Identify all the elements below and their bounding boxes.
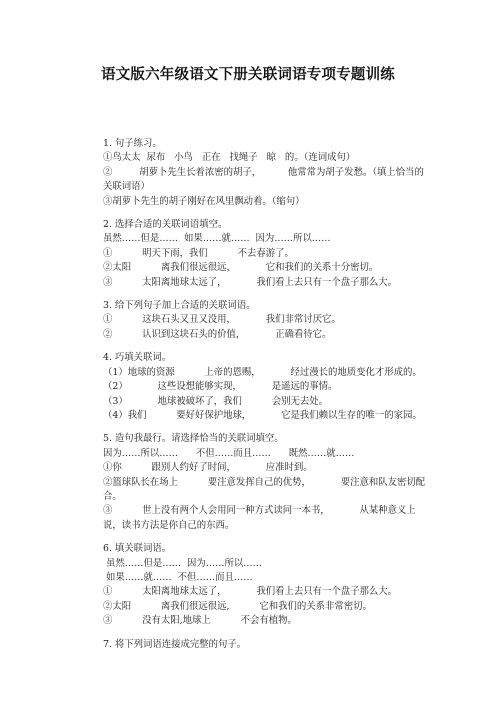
exercise-heading: 1. 句子练习。 [103,138,162,149]
exercise-7 [103,638,433,652]
exercise-heading: 6. 填关联词语。 [103,543,172,555]
exercise-4 [103,351,433,423]
exercise-line: （3） 地球被破坏了，我们 会别无去处。 [103,395,328,407]
exercise-line: ①你 跟别人约好了时间， 应准时到。 [103,462,313,474]
exercise-line: ② 认识到这块石头的价值， 正确看待它。 [103,328,332,340]
exercise-line: 虽然……但是…… 因为……所以…… [103,557,262,569]
exercise-heading: 3. 给下列句子加上合适的关联词语。 [103,300,256,312]
exercise-line: ① 这块石头又丑又没用， 我们非常讨厌它。 [103,314,341,326]
exercise-line: （4）我们 要好好保护地球， 它是我们赖以生存的唯一的家园。 [103,409,422,421]
exercise-line: ②太阳 离我们很远很远， 它和我们的关系十分密切。 [103,262,379,274]
exercise-line: ① 明天下雨，我们 不去春游了。 [103,247,294,259]
exercise-heading: 2. 选择合适的关联词语填空。 [103,219,228,231]
exercise-line: 因为……所以…… 不但……而且…… 既然……就…… [103,447,355,459]
exercise-heading: 4. 巧填关联词。 [103,352,172,364]
exercise-5 [103,432,433,533]
exercise-line: ②太阳 离我们很远很远, 它和我们的关系非常密切。 [103,600,372,612]
exercise-3 [103,299,433,342]
exercise-2 [103,218,433,290]
exercise-1 [103,137,433,209]
document-title: 语文版六年级语文下册关联词语专项专题训练 [101,67,395,83]
exercise-line: 如果……就…… 不但……而且…… [103,571,253,583]
exercise-line: ②篮球队长在场上 要注意发挥自己的优势， 要注意和队友密切配合。 [103,476,426,502]
exercise-heading: 5. 造句我最行。请选择恰当的关联词填空。 [103,433,284,445]
exercise-line: （1）地球的资源 上帝的恩赐， 经过漫长的地质变化才形成的。 [103,366,422,378]
exercise-line: ② 胡萝卜先生长着浓密的胡子， 他常常为胡子发愁。（填上恰当的关联词语） [103,166,424,193]
exercise-line: ③胡萝卜先生的胡子刚好在风里飘动着。（缩句） [103,195,305,207]
exercise-line: ③ 太阳离地球太远了， 我们看上去只有一个盘子那么大。 [103,276,397,288]
exercise-line: ③ 没有太阳,地球上 不会有植物。 [103,615,297,627]
exercise-line: ①鸟太太 尿布 小鸟 正在 找绳子 晾 的。（连词成句） [103,152,356,164]
exercise-line: ③ 世上没有两个人会用同一种方式读同一本书， 从某种意义上说，读书方法是你自己的东西。 [103,505,416,531]
exercise-heading: 7. 将下列词语连接成完整的句子。 [103,638,247,650]
exercise-6 [103,542,433,628]
exercise-list [103,137,433,661]
exercise-line: （2） 这些设想能够实现， 是遥远的事情。 [103,381,338,393]
exercise-line: 虽然……但是…… 如果……就…… 因为……所以…… [103,233,331,245]
exercise-line: ① 太阳离地球太远了， 我们看上去只有一个盘子那么大。 [103,586,397,598]
